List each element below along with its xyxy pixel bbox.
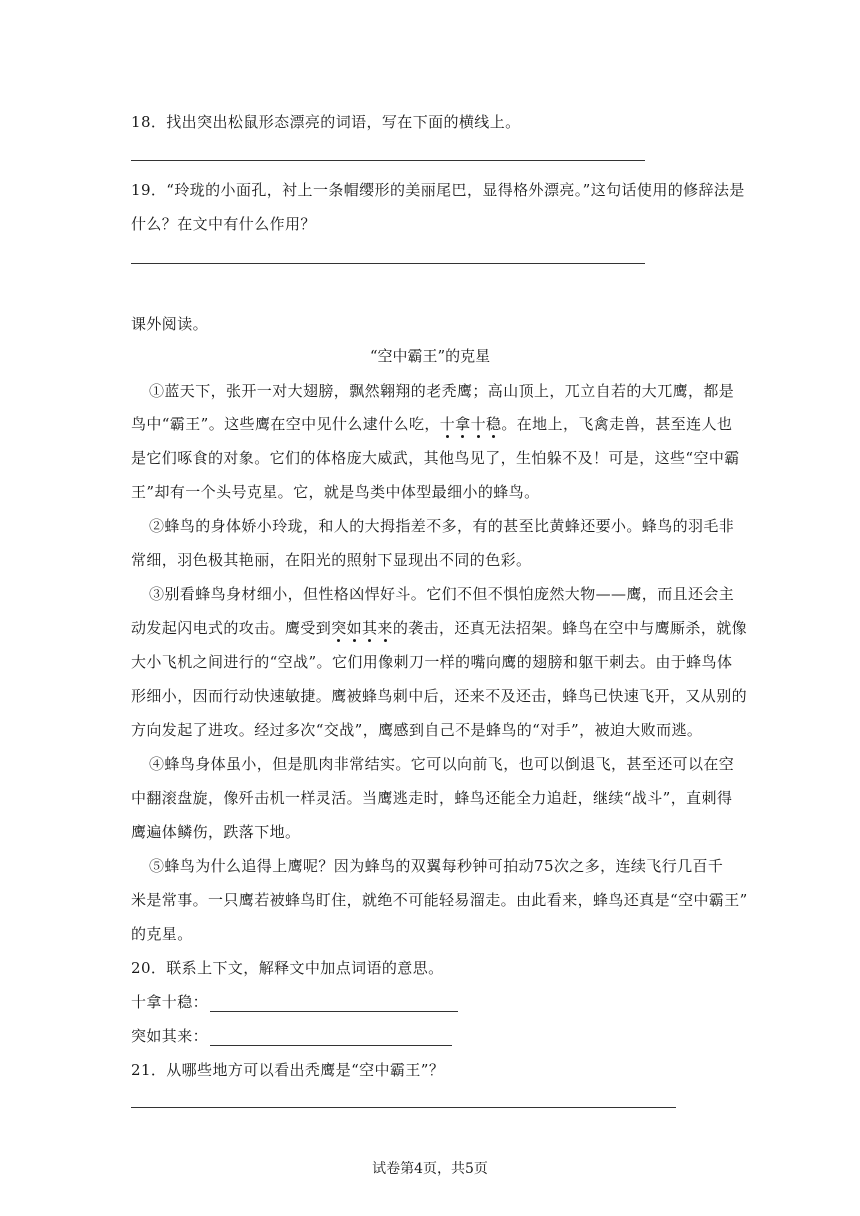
question-19-line1: 19．“玲珑的小面孔，衬上一条帽缨形的美丽尾巴，显得格外漂亮。”这句话使用的修辞法是 bbox=[131, 181, 745, 199]
question-18: 18．找出突出松鼠形态漂亮的词语，写在下面的横线上。 bbox=[131, 113, 521, 131]
paragraph-4-line1: ④蜂鸟身体虽小，但是肌肉非常结实。它可以向前飞，也可以倒退飞，甚至还可以在空 bbox=[149, 755, 735, 773]
paragraph-4-line2: 中翻滚盘旋，像歼击机一样灵活。当鹰逃走时，蜂鸟还能全力追赶，继续“战斗”，直刺得 bbox=[131, 789, 733, 807]
dotted-word-turuqilai: 突如其来 bbox=[331, 619, 393, 637]
section-label: 课外阅读。 bbox=[131, 315, 209, 333]
paragraph-3-line5: 方向发起了进攻。经过多次“交战”，鹰感到自己不是蜂鸟的“对手”，被迫大败而逃。 bbox=[131, 721, 703, 739]
question-20-item1: 十拿十稳： bbox=[131, 992, 458, 1012]
answer-line-19 bbox=[131, 263, 645, 264]
paragraph-3-line2: 动发起闪电式的攻击。鹰受到突如其来的袭击，还真无法招架。蜂鸟在空中与鹰厮杀，就像 bbox=[131, 619, 748, 637]
question-21: 21．从哪些地方可以看出秃鹰是“空中霸王”？ bbox=[131, 1061, 445, 1079]
answer-field-turuqilai[interactable] bbox=[210, 1029, 452, 1046]
paragraph-2-line1: ②蜂鸟的身体娇小玲珑，和人的大拇指差不多，有的甚至比黄蜂还要小。蜂鸟的羽毛非 bbox=[149, 517, 735, 535]
question-20-item2: 突如其来： bbox=[131, 1026, 452, 1046]
paragraph-1-line3: 是它们啄食的对象。它们的体格庞大威武，其他鸟见了，生怕躲不及！可是，这些“空中霸 bbox=[131, 449, 740, 467]
paragraph-2-line2: 常细，羽色极其艳丽，在阳光的照射下显现出不同的色彩。 bbox=[131, 551, 532, 569]
paragraph-3-line4: 形细小，因而行动快速敏捷。鹰被蜂鸟刺中后，还来不及还击，蜂鸟已快速飞开，又从别的 bbox=[131, 687, 748, 705]
paragraph-5-line2: 米是常事。一只鹰若被蜂鸟盯住，就绝不可能轻易溜走。由此看来，蜂鸟还真是“空中霸王” bbox=[131, 891, 748, 909]
article-title: “空中霸王”的克星 bbox=[369, 347, 491, 365]
page-footer: 试卷第4页，共5页 bbox=[372, 1161, 488, 1177]
paragraph-5-line3: 的克星。 bbox=[131, 925, 193, 943]
paragraph-5-line1: ⑤蜂鸟为什么追得上鹰呢？因为蜂鸟的双翼每秒钟可拍动75次之多，连续飞行几百千 bbox=[149, 857, 724, 875]
paragraph-1-line4: 王”却有一个头号克星。它，就是鸟类中体型最细小的蜂鸟。 bbox=[131, 483, 540, 501]
paragraph-1-line2: 鸟中“霸王”。这些鹰在空中见什么逮什么吃，十拿十稳。在地上，飞禽走兽，甚至连人也 bbox=[131, 415, 733, 433]
paragraph-1-line1: ①蓝天下，张开一对大翅膀，飘然翱翔的老秃鹰；高山顶上，兀立自若的大兀鹰，都是 bbox=[149, 382, 735, 400]
answer-field-shinashiwen[interactable] bbox=[210, 995, 458, 1012]
paragraph-4-line3: 鹰遍体鳞伤，跌落下地。 bbox=[131, 823, 301, 841]
question-20: 20．联系上下文，解释文中加点词语的意思。 bbox=[131, 959, 444, 977]
question-19-line2: 什么？在文中有什么作用？ bbox=[131, 215, 316, 233]
answer-line-18 bbox=[131, 160, 645, 161]
dotted-word-shinashiwen: 十拿十稳 bbox=[439, 415, 502, 433]
paragraph-3-line3: 大小飞机之间进行的“空战”。它们用像刺刀一样的嘴向鹰的翅膀和躯干刺去。由于蜂鸟体 bbox=[131, 653, 733, 671]
answer-line-21 bbox=[131, 1107, 676, 1108]
paragraph-3-line1: ③别看蜂鸟身材细小，但性格凶悍好斗。它们不但不惧怕庞然大物——鹰，而且还会主 bbox=[149, 585, 735, 603]
